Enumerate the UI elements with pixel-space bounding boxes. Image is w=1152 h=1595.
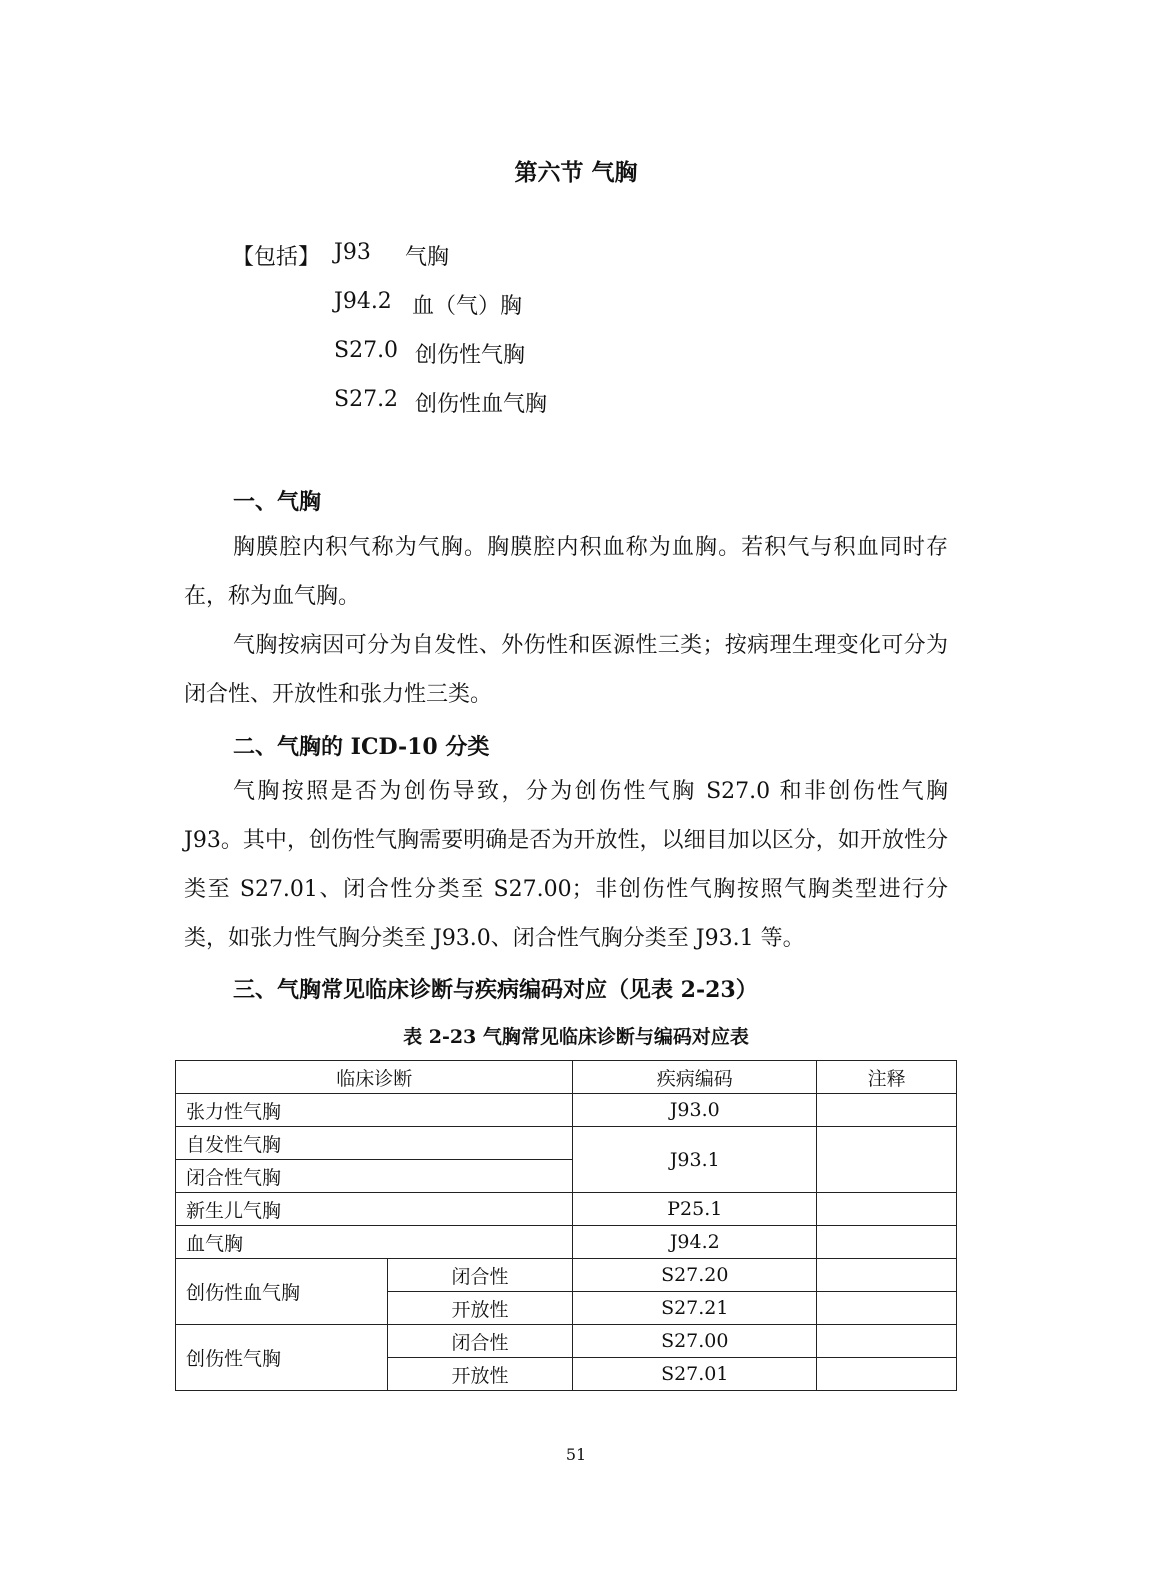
header-note: 注释 — [817, 1061, 957, 1094]
note-cell — [817, 1127, 957, 1193]
table-caption: 表 2-23 气胸常见临床诊断与编码对应表 — [403, 1026, 749, 1048]
paragraph: 胸膜腔内积气称为气胸。胸膜腔内积血称为血胸。若积气与积血同时存在，称为血气胸。 — [184, 535, 948, 609]
subtype-cell: 开放性 — [387, 1358, 573, 1391]
diagnosis-cell: 闭合性气胸 — [176, 1160, 573, 1193]
include-label: 【包括】 — [232, 245, 321, 270]
include-code: J94.2 — [334, 289, 392, 314]
code-cell: S27.01 — [573, 1358, 817, 1391]
code-cell: J93.1 — [573, 1127, 817, 1193]
include-name: 气胸 — [405, 245, 450, 270]
note-cell — [817, 1193, 957, 1226]
table-row — [176, 1127, 957, 1160]
heading-2: 二、气胸的 ICD-10 分类 — [233, 734, 490, 760]
code-cell: J93.0 — [573, 1094, 817, 1127]
diagnosis-cell: 创伤性血气胸 — [176, 1259, 388, 1325]
include-name: 创伤性血气胸 — [415, 392, 548, 417]
table-row — [176, 1325, 957, 1358]
diagnosis-code-table — [175, 1060, 957, 1391]
note-cell — [817, 1292, 957, 1325]
diagnosis-cell: 张力性气胸 — [176, 1094, 573, 1127]
diagnosis-cell: 创伤性气胸 — [176, 1325, 388, 1391]
include-code: S27.0 — [334, 338, 399, 363]
subtype-cell: 闭合性 — [387, 1259, 573, 1292]
table-row — [176, 1094, 957, 1127]
include-name: 血（气）胸 — [412, 294, 523, 319]
subtype-cell: 闭合性 — [387, 1325, 573, 1358]
paragraph: 气胸按照是否为创伤导致，分为创伤性气胸 S27.0 和非创伤性气胸 J93。其中，创伤性气胸需要明确是否为开放性，以细目加以区分，如开放性分类至 S27.01、闭合性分类至 S27.00；非创伤性气胸按照气胸类型进行分类，如张力性气胸分类至 J93.0、闭合性气胸分类至 J93.1 等。 — [184, 779, 948, 951]
table-row — [176, 1193, 957, 1226]
code-cell: P25.1 — [573, 1193, 817, 1226]
table-header-row — [176, 1061, 957, 1094]
code-cell: J94.2 — [573, 1226, 817, 1259]
table-row — [176, 1259, 957, 1292]
note-cell — [817, 1226, 957, 1259]
header-code: 疾病编码 — [573, 1061, 817, 1094]
section-title: 第六节 气胸 — [514, 159, 638, 186]
include-name: 创伤性气胸 — [415, 343, 526, 368]
code-cell: S27.21 — [573, 1292, 817, 1325]
diagnosis-cell: 自发性气胸 — [176, 1127, 573, 1160]
subtype-cell: 开放性 — [387, 1292, 573, 1325]
page-number: 51 — [565, 1445, 587, 1464]
header-diagnosis: 临床诊断 — [176, 1061, 573, 1094]
heading-1: 一、气胸 — [233, 489, 322, 515]
include-code: J93 — [334, 240, 371, 265]
note-cell — [817, 1259, 957, 1292]
note-cell — [817, 1358, 957, 1391]
note-cell — [817, 1325, 957, 1358]
heading-3: 三、气胸常见临床诊断与疾病编码对应（见表 2-23） — [233, 977, 758, 1003]
diagnosis-cell: 血气胸 — [176, 1226, 573, 1259]
paragraph: 气胸按病因可分为自发性、外伤性和医源性三类；按病理生理变化可分为闭合性、开放性和张力性三类。 — [184, 633, 948, 707]
table-row — [176, 1226, 957, 1259]
code-cell: S27.20 — [573, 1259, 817, 1292]
note-cell — [817, 1094, 957, 1127]
include-code: S27.2 — [334, 387, 399, 412]
code-cell: S27.00 — [573, 1325, 817, 1358]
diagnosis-cell: 新生儿气胸 — [176, 1193, 573, 1226]
